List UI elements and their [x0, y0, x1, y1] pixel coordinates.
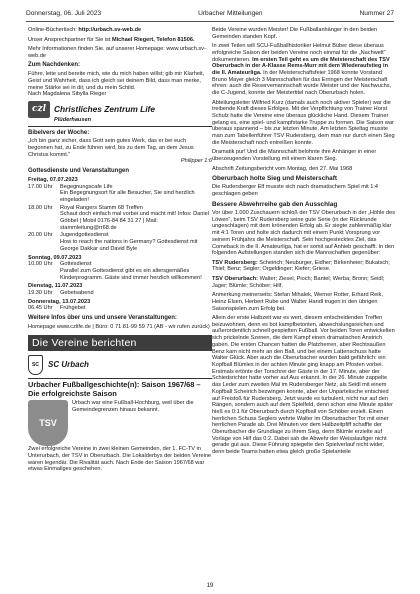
- club-heading: [28, 355, 212, 375]
- event-text: Begegnungscafe Life Ein Begegnungsort für alle Besucher, Sie sind herzlich eingeladen!: [60, 183, 195, 203]
- event-row: [28, 184, 212, 204]
- lineup-oberurbach-text: Walter; Ziesel, Pioch; Bantel; Werba; Bronn; Seidl; Jager; Blümle; Schöber; Hilf.: [212, 275, 385, 289]
- article-p2: Zwei erfolgreiche Vereine in zwei kleinen Gemeinden, der 1. FC-TV in Unterurbach, der TSV in Oberurbach. Die Lokalderbys der beiden Vereine waren legendär. Die Rivalität auch. Nach Ende der Saison 1967/68 war etwas Einmaliges geschehen.: [28, 446, 212, 473]
- event-row: [28, 232, 212, 252]
- bible-ref: Philipper 1:6: [180, 158, 212, 165]
- divider: [28, 126, 212, 127]
- event-time: 06.45 Uhr: [28, 305, 53, 312]
- right-p8: Anmerkung meinerseits: Stefan Mihalek, Werner Rotter, Erhard Reik, Heinz Elsen, Herbert Rube und Walter Handl trugen in den übrigen Saisonspielen zum Erfolg bei.: [212, 292, 383, 312]
- further-title: Weitere Infos über uns und unsere Veranstaltungen:: [28, 315, 177, 322]
- lineup-oberurbach-label: TSV Oberurbach:: [212, 275, 259, 282]
- event-day: Donnerstag, 13.07.2023: [28, 298, 91, 305]
- article-intro: [28, 400, 212, 446]
- right-p2: [212, 43, 396, 97]
- lineup-rudersberg-label: TSV Rudersberg:: [212, 259, 258, 266]
- event-text: Gottesdienst Parallel zum Gottesdienst gibt es ein altersgemäßes Kinderprogramm. Gäste sind immer herzlich willkommen!: [60, 261, 202, 281]
- event-row: [28, 290, 212, 297]
- event-time: 17.00 Uhr: [28, 183, 53, 190]
- event-row: [28, 205, 212, 232]
- right-p5: Abschrift Zeitungsbericht vom Montag, den 27. Mai 1968: [212, 165, 353, 172]
- event-time: 19.30 Uhr: [28, 290, 53, 297]
- czl-name: Christliches Zentrum Life: [54, 104, 155, 115]
- right-p7: Vor über 1.000 Zuschauern schloß der TSV Oberurbach in der „Höhle des Löwen“, beim TSV Rudersberg seine gute Serie (in der Rückrunde ungeschlagen) mit dem krönenden Erfolg ab. Er siegte zahlenmäßig klar mit 4:1 Toren und holte sich dadurch mit einem Punkt Vorsprung vor seinem Frühjahrs die Meisterschaft. Sein hochgestecktes Ziel, das Comeback in die II. Amateurliga, hat er somit auf Anhieb geschafft. In den folgenden Aufstellungen standen sich die Mannschaften gegenüber:: [212, 210, 396, 257]
- events-list: [28, 177, 212, 312]
- section-banner: Die Vereine berichten: [28, 335, 212, 352]
- further-text: Homepage www.czlife.de | Büro: 0 71 81-99 59 71 (AB - wir rufen zurück): [28, 323, 210, 330]
- contact-line: [28, 37, 212, 44]
- lineup-rudersberg-text: Scheirich; Neuburger, Eidher; Birkenheier; Bukatsch; Thiel; Benz; Segler; Orgeldinger; Kiefer; Griese.: [212, 259, 390, 273]
- article-title: Urbacher Fußballgeschichte(n): Saison 1967/68 – Die erfolgreichste Saison: [28, 380, 201, 398]
- right-p9: Allein der erste Halbzeit war es wert, diesem entscheidenden Treffen beizuwohnen, denn es bot kampfbetonten, abwechslungsreichen und außerordentlich schnell gespielten Fußball. Vor beiden Toren entwickelten sich prickelnde Szenen, die dem Kampf einen dramatischen Anstrich gaben. Die ersten Chancen hatten die Platzherren, aber Rechtsaußen Benz kam nicht mehr an den Ball, und bei einem Lattenschuss hatte Walter Glück. Aber auch die Oberurbacher wurden bald gefährlich: ein Kopfball Blümles in der achten Minute ging knapp am Pfosten vorbei. Erstmals ertönte der Torschrei der Gäste in der 17. Minute, aber der Schiedsrichter hatte vorher auf Aus erkannt. In der 26. Minute zappelte das Leder zum zweiten Mal im Rudersberger Netz, als Seidl mit einem Kopfball Scheirich bezwingen konnte, aber der Unparteiische entschied auf Freistoß für Rudersberg. Jetzt wurde es turbulent, nicht nur auf den Rängen, sondern auch auf dem Spielfeld, denn schon eine Minute später hieß es 0:1 für Oberurbach durch Kopfball von Schöber erzielt. Einen herrlichen Schuss Seglers wehrte Walter im Oberurbacher Tor mit einer herrlichen Parade ab. Drei Minuten vor dem Halbzeitpfiff schaffte der Oberurbacher die Grundlage zu ihrem Sieg, denn Blümle erzielte auf Vorlage von Hilf das 0:2. Dabei sah die Abwehr der Weisslaufiger nicht gerade gut aus. Diese Führung spiegelte den Spielverlauf nicht wider, denn beide Teams hatten etwa gleich große Spielanteile: [212, 315, 395, 456]
- lineup-oberurbach: [212, 276, 396, 289]
- bible-quote: „Ich bin ganz sicher, dass Gott sein gutes Werk, das er bei euch begonnen hat, zu Ende führen wird, bis zu dem Tag, an dem Jesus Christus kommt.“: [28, 138, 194, 158]
- event-time: 18.00 Uhr: [28, 204, 53, 211]
- event-time: 20.00 Uhr: [28, 232, 53, 239]
- event-text: Frühgebet: [60, 305, 86, 312]
- club-name: SC Urbach: [48, 360, 89, 370]
- thought-author: Nach Magdalena Sibylla Rieger: [28, 91, 107, 98]
- lineup-rudersberg: [212, 260, 396, 273]
- event-text: Jugendgottesdienst How to reach the nations in Germany? Gottesdienst mit George Dakkar und David Byle: [60, 232, 198, 252]
- right-p3: Abteilungsleiter Wilfried Kurz (damals auch noch aktiver Spieler) war die treibende Kraft dieses Erfolges. Mit der Verpflichtung von Trainer Horst Schulz hatte die Vereine eine überaus glückliche Hand. Diesem Trainer gelang es, eine spiel- und kampfstarke Truppe zu formen. Die Saison war überaus spannend – bis zur letzten Minute. Am letzten Spieltag musste man zum Tabellenführer TSV Rudersberg, dem man nur durch einen Sieg die Meisterschaft noch entreißen konnte.: [212, 99, 395, 146]
- event-day: Freitag, 07.07.2023: [28, 176, 78, 183]
- events-title: Gottesdienste und Veranstaltungen: [28, 168, 130, 175]
- right-column: [212, 27, 396, 575]
- event-time: 10.00 Uhr: [28, 261, 53, 268]
- czl-location: Plüderhausen: [54, 116, 91, 123]
- event-day: Dienstag, 11.07.2023: [28, 283, 83, 290]
- right-p4: Dramatik pur! Und die Mannschaft belohnte ihre Anhänger in einer überzeugenden Vorstellung mit einem klaren Sieg.: [212, 149, 377, 163]
- thought-text: Führe, leite und bereite mich, wie du mich haben willst; gib mir Klarheit, Geist und Wahrheit, dass ich gleich sei deinem Bild, dass man merke, meine Stärke sei in dir, und du mein Schild.: [28, 71, 205, 91]
- contact-name: Michael Riegert, Telefon 81506.: [111, 36, 195, 43]
- report-subheading: Bessere Abwehrreihe gab den Ausschlag: [212, 200, 338, 208]
- right-p2a: In zwei Teilen will SCU-Fußballhistoriker Helmut Büber diese überaus erfolgreiche Saison der beiden Vereine noch einmal für die „Nachwelt“ dokumentieren.: [212, 43, 386, 63]
- bible-text: [28, 138, 212, 158]
- article-p1: Urbach war eine Fußball-Hochburg, weil über die Gemeindegrenzen hinaus bekannt.: [72, 400, 194, 413]
- event-day: Sonntag, 09.07.2023: [28, 254, 82, 261]
- header-publication: Urbacher Mitteilungen: [198, 10, 263, 17]
- event-row: [28, 305, 212, 312]
- divider: [28, 378, 212, 379]
- thought-title: Zum Nachdenken:: [28, 62, 81, 69]
- right-p2b: Im ersten Teil geht es um die Meisterschaft des TSV Oberurbach in der A-Klasse Rems-Murr mit dem Wiederaufstieg in die II. Amateurliga.: [212, 56, 390, 77]
- czl-heading: [28, 101, 212, 118]
- online-url[interactable]: http://urbach.sv-web.de: [78, 27, 142, 33]
- page-number: 19: [206, 582, 214, 589]
- page-header: [26, 10, 394, 22]
- tsv-crest-icon: TSV: [28, 400, 68, 446]
- report-heading: Oberurbach holte Sieg und Meisterschaft: [212, 175, 337, 183]
- header-date: Donnerstag, 06. Juli 2023: [26, 10, 102, 17]
- bible-title: Bibelvers der Woche:: [28, 129, 90, 136]
- right-p2c: In der Meisterschaftsfeier 1968 konnte Vorstand Bruno Mayer gleich 3 Mannschaften für das Erringen der Meisterschaft ehren: auch die Reservemannschaft wurde Meister und der Nachwuchs, die C-Jugend, konnte der Meistertitel nach Oberurbach holen.: [212, 70, 392, 97]
- event-text: Royal Rangers Stamm 68 Treffen Schaut doch einfach mal vorbei und macht mit! Infos: Daniel Göbbel | Mobil 0176-84 84 31 27 | Mail: stammleitung@rr68.de: [60, 204, 209, 231]
- right-p6: Die Rudersberger Elf musste sich nach dramatischem Spiel mit 1:4 geschlagen geben: [212, 184, 379, 198]
- czl-logo: czl: [28, 101, 50, 118]
- event-text: Gebetsabend: [60, 290, 94, 297]
- sc-urbach-crest-icon: SC: [28, 355, 43, 375]
- event-row: [28, 261, 212, 281]
- more-info: Mehr Informationen finden Sie. auf unserer Homepage: www.urbach.sv-web.de: [28, 46, 206, 59]
- header-issue: Nummer 27: [359, 10, 394, 17]
- online-label: Online-Büchertisch:: [28, 27, 77, 33]
- online-line: [28, 27, 212, 34]
- contact-text: Unser Ansprechpartner für Sie ist: [28, 36, 111, 43]
- right-p1: Beide Vereine wurden Meister! Die Fußballanhänger in den beiden Gemeinden standen Kopf.: [212, 27, 378, 40]
- left-column: [28, 27, 212, 587]
